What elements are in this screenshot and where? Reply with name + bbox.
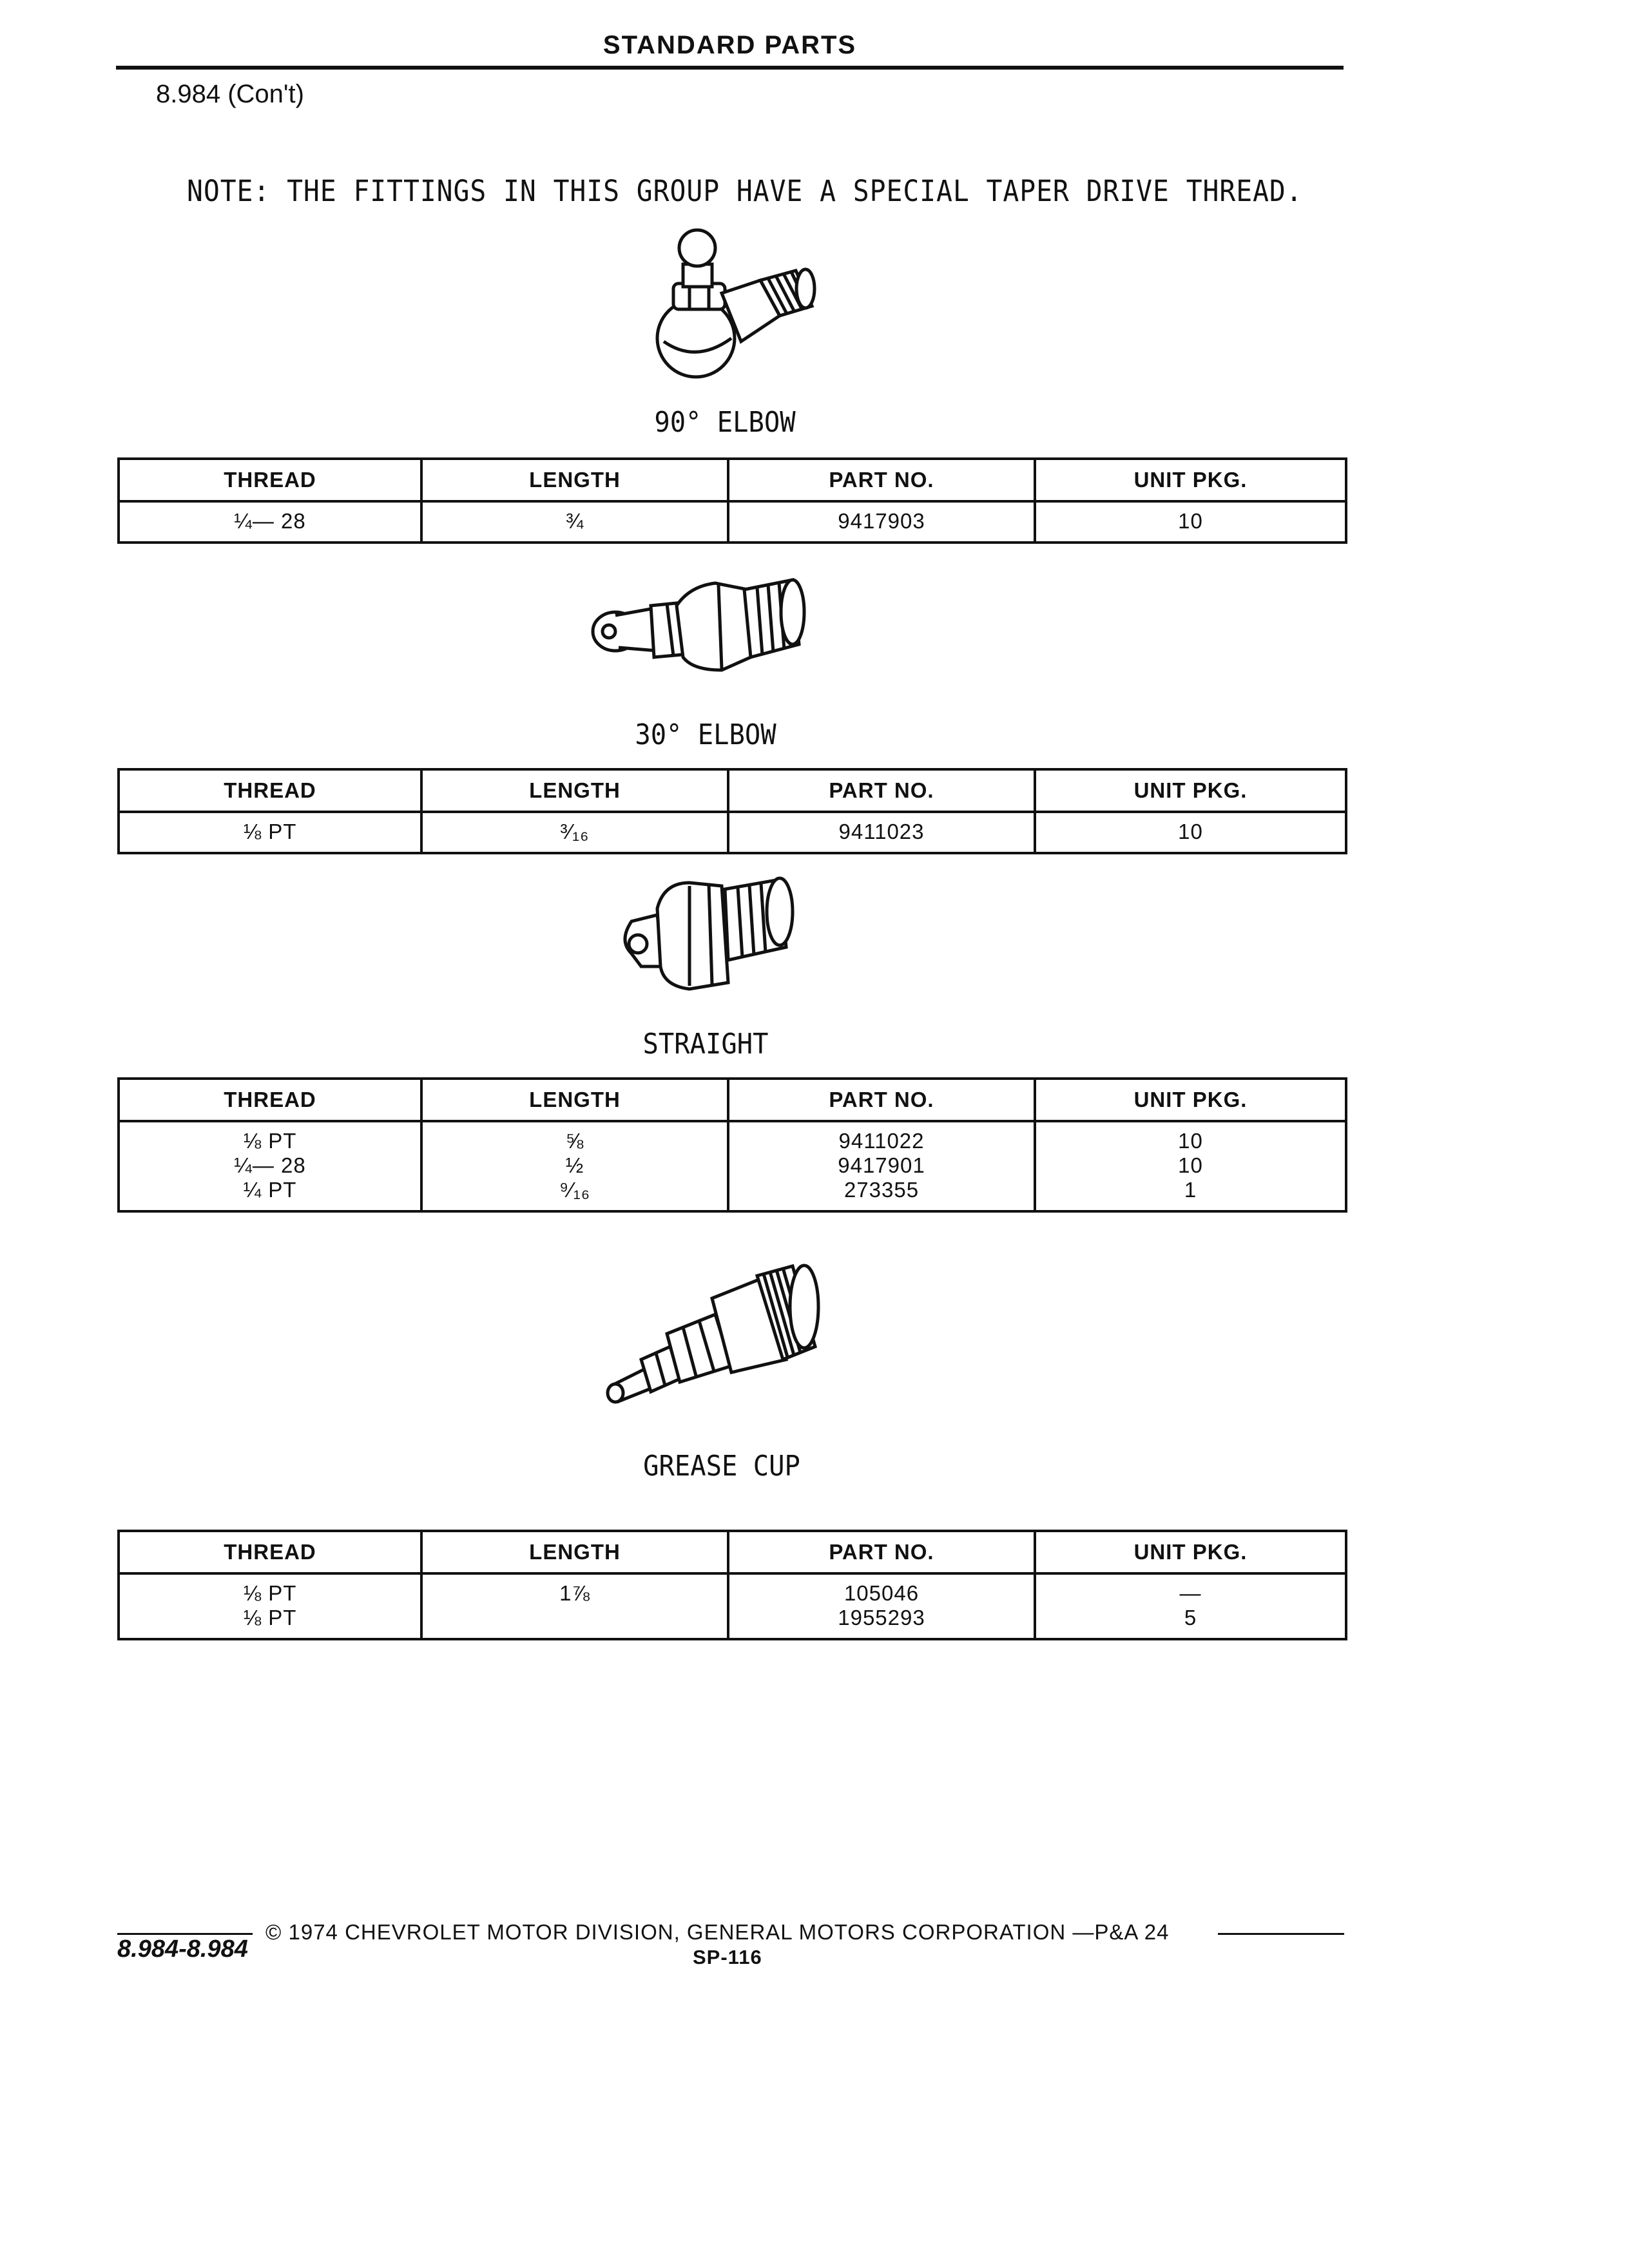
table-row <box>119 1121 1346 1211</box>
col-thread: THREAD <box>119 1079 421 1121</box>
col-part-no: PART NO. <box>728 459 1035 501</box>
table-row <box>119 1573 1346 1639</box>
col-thread: THREAD <box>119 459 421 501</box>
footer-rule-right <box>1218 1933 1344 1935</box>
page-title: STANDARD PARTS <box>602 31 857 59</box>
table-row <box>119 812 1346 853</box>
col-thread: THREAD <box>119 1531 421 1573</box>
col-unit-pkg: UNIT PKG. <box>1035 459 1346 501</box>
caption-straight: STRAIGHT <box>642 1028 769 1061</box>
section-range: 8.984-8.984 <box>117 1936 248 1963</box>
cell-thread: ⅛ PT ¼— 28 ¼ PT <box>119 1121 421 1211</box>
parts-table-90-elbow <box>117 457 1347 544</box>
copyright-text: © 1974 CHEVROLET MOTOR DIVISION, GENERAL MOTORS CORPORATION —P&A 24 <box>265 1920 1170 1944</box>
table-row <box>119 501 1346 543</box>
footer-rule-left <box>117 1933 253 1935</box>
cell-unit-pkg: 10 <box>1035 501 1346 543</box>
grease-cup-drawing <box>599 1263 831 1411</box>
section-number: 8.984 (Con't) <box>156 80 304 108</box>
cell-thread: ⅛ PT <box>119 812 421 853</box>
caption-grease-cup: GREASE CUP <box>643 1450 800 1483</box>
cell-part-no: 9417903 <box>728 501 1035 543</box>
parts-table-grease-cup <box>117 1530 1347 1640</box>
header-rule <box>116 66 1344 70</box>
parts-table-30-elbow <box>117 768 1347 854</box>
col-part-no: PART NO. <box>728 769 1035 812</box>
cell-unit-pkg: 10 10 1 <box>1035 1121 1346 1211</box>
col-length: LENGTH <box>421 459 728 501</box>
cell-unit-pkg: 10 <box>1035 812 1346 853</box>
cell-unit-pkg: — 5 <box>1035 1573 1346 1639</box>
caption-30-elbow: 30° ELBOW <box>635 718 776 751</box>
cell-length: ⅝ ½ ⁹⁄₁₆ <box>421 1121 728 1211</box>
col-unit-pkg: UNIT PKG. <box>1035 1079 1346 1121</box>
caption-90-elbow: 90° ELBOW <box>654 406 796 439</box>
col-unit-pkg: UNIT PKG. <box>1035 1531 1346 1573</box>
page-header <box>116 31 1344 70</box>
cell-length: ³⁄₁₆ <box>421 812 728 853</box>
cell-part-no: 105046 1955293 <box>728 1573 1035 1639</box>
col-length: LENGTH <box>421 1531 728 1573</box>
col-length: LENGTH <box>421 1079 728 1121</box>
page-number: SP-116 <box>693 1946 762 1968</box>
90-degree-elbow-drawing <box>619 219 831 380</box>
cell-length: 1⅞ <box>421 1573 728 1639</box>
col-length: LENGTH <box>421 769 728 812</box>
col-part-no: PART NO. <box>728 1531 1035 1573</box>
cell-part-no: 9411022 9417901 273355 <box>728 1121 1035 1211</box>
cell-thread: ⅛ PT ⅛ PT <box>119 1573 421 1639</box>
col-part-no: PART NO. <box>728 1079 1035 1121</box>
parts-table-straight <box>117 1077 1347 1213</box>
straight-fitting-drawing <box>606 870 812 999</box>
cell-length: ¾ <box>421 501 728 543</box>
col-unit-pkg: UNIT PKG. <box>1035 769 1346 812</box>
col-thread: THREAD <box>119 769 421 812</box>
30-degree-elbow-drawing <box>580 567 825 689</box>
note-text: NOTE: THE FITTINGS IN THIS GROUP HAVE A SPECIAL TAPER DRIVE THREAD. <box>187 174 1303 208</box>
cell-thread: ¼— 28 <box>119 501 421 543</box>
cell-part-no: 9411023 <box>728 812 1035 853</box>
